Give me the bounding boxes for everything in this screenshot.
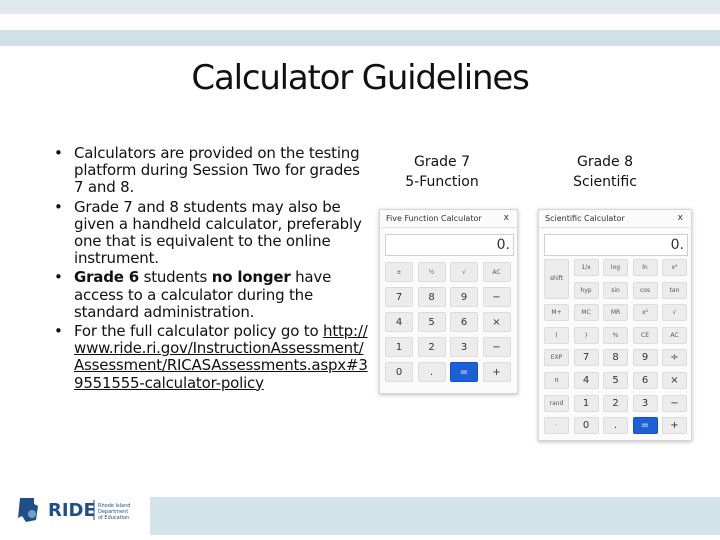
calculator-key[interactable]: sin bbox=[603, 282, 628, 299]
bullet-item bbox=[52, 199, 370, 268]
logo-wordmark: RIDE bbox=[48, 500, 96, 521]
calculator-key[interactable]: MC bbox=[574, 304, 599, 321]
bullet-text: Grade 7 and 8 students may also be given a handheld calculator, preferably one that is equivalent to the online instrument. bbox=[74, 197, 362, 268]
calculator-key[interactable]: ln bbox=[633, 259, 658, 276]
calculator-key[interactable]: √ bbox=[662, 304, 687, 321]
calculator-key[interactable]: 5 bbox=[418, 312, 446, 332]
calculator-key[interactable]: . bbox=[603, 417, 628, 434]
calculator-key[interactable]: 7 bbox=[574, 349, 599, 366]
calculator-key[interactable]: 7 bbox=[385, 287, 413, 307]
calculator-key[interactable]: CE bbox=[633, 327, 658, 344]
svg-text:Rhode Island: Rhode Island bbox=[98, 503, 131, 509]
top-band-secondary bbox=[0, 30, 720, 46]
calculator-key[interactable]: 8 bbox=[603, 349, 628, 366]
calculator-key[interactable]: − bbox=[662, 395, 687, 412]
bullet-text: students bbox=[139, 268, 212, 287]
calculator-key[interactable]: 3 bbox=[633, 395, 658, 412]
calculator-display: 0. bbox=[544, 234, 688, 256]
calculator-key[interactable]: shift bbox=[544, 259, 569, 299]
calculator-key[interactable]: − bbox=[483, 287, 511, 307]
bullet-bold-no-longer: no longer bbox=[211, 268, 291, 287]
calculator-key[interactable]: 6 bbox=[633, 372, 658, 389]
calculator-title: Scientific Calculator bbox=[545, 214, 625, 223]
grade8-title: Grade 8 bbox=[576, 154, 634, 170]
calculator-key[interactable]: · bbox=[544, 417, 569, 434]
svg-text:Department: Department bbox=[98, 509, 129, 515]
bullet-dot: • bbox=[54, 268, 63, 287]
calculator-key[interactable]: ÷ bbox=[662, 349, 687, 366]
top-band bbox=[0, 0, 720, 14]
bullet-text: Calculators are provided on the testing platform during Session Two for grades 7 and 8. bbox=[74, 144, 360, 197]
calculator-key[interactable]: 2 bbox=[418, 337, 446, 357]
ride-logo bbox=[12, 494, 148, 526]
grade7-label bbox=[392, 152, 492, 192]
close-icon[interactable]: x bbox=[503, 213, 509, 223]
calculator-key[interactable]: 4 bbox=[385, 312, 413, 332]
calculator-key[interactable]: 9 bbox=[633, 349, 658, 366]
calculator-key[interactable]: √ bbox=[450, 262, 478, 282]
calculator-title: Five Function Calculator bbox=[386, 214, 482, 223]
bullet-dot: • bbox=[54, 144, 63, 162]
calculator-key[interactable]: = bbox=[633, 417, 658, 434]
calculator-key[interactable]: 1 bbox=[574, 395, 599, 412]
bullet-dot: • bbox=[54, 322, 63, 341]
bullet-item bbox=[52, 323, 370, 392]
calculator-titlebar bbox=[380, 210, 517, 228]
calculator-key[interactable]: − bbox=[483, 337, 511, 357]
calculator-key[interactable]: 2 bbox=[603, 395, 628, 412]
five-function-calculator bbox=[379, 209, 518, 394]
bullet-list bbox=[52, 145, 370, 394]
svg-text:of Education: of Education bbox=[98, 515, 130, 521]
calculator-key[interactable]: log bbox=[603, 259, 628, 276]
calculator-key[interactable]: 5 bbox=[603, 372, 628, 389]
footer-bar bbox=[150, 497, 720, 535]
slide-title: Calculator Guidelines bbox=[191, 58, 529, 98]
calculator-key[interactable]: × bbox=[662, 372, 687, 389]
bullet-dot: • bbox=[54, 197, 63, 216]
calculator-key[interactable]: hyp bbox=[574, 282, 599, 299]
calculator-key[interactable]: = bbox=[450, 362, 478, 382]
page-number: 29 bbox=[648, 480, 662, 491]
calculator-key[interactable]: EXP bbox=[544, 349, 569, 366]
calculator-key[interactable]: ( bbox=[544, 327, 569, 344]
calculator-policy-link[interactable]: http://www.ride.ri.gov/InstructionAssessment/Assessment/RICASAssessments.aspx#39551555-calculator-policy bbox=[74, 322, 368, 392]
calculator-key[interactable]: ½ bbox=[418, 262, 446, 282]
calculator-key[interactable]: % bbox=[603, 327, 628, 344]
bullet-bold-grade: Grade 6 bbox=[74, 268, 140, 287]
grade8-label bbox=[555, 152, 655, 192]
calculator-display: 0. bbox=[385, 234, 514, 256]
calculator-key[interactable]: x² bbox=[662, 259, 687, 276]
calculator-key[interactable]: 9 bbox=[450, 287, 478, 307]
calculator-key[interactable]: + bbox=[483, 362, 511, 382]
calculator-key[interactable]: ± bbox=[385, 262, 413, 282]
calculator-key[interactable]: 8 bbox=[418, 287, 446, 307]
calculator-key[interactable]: rand bbox=[544, 395, 569, 412]
calculator-key[interactable]: tan bbox=[662, 282, 687, 299]
scientific-calculator bbox=[538, 209, 692, 441]
calculator-titlebar bbox=[539, 210, 691, 228]
calculator-key[interactable]: MR bbox=[603, 304, 628, 321]
grade8-subtitle: Scientific bbox=[573, 174, 637, 190]
calculator-key[interactable]: AC bbox=[483, 262, 511, 282]
grade7-title: Grade 7 bbox=[413, 154, 471, 170]
calculator-key[interactable]: x² bbox=[633, 304, 658, 321]
calculator-key[interactable]: + bbox=[662, 417, 687, 434]
calculator-key[interactable]: 3 bbox=[450, 337, 478, 357]
calculator-key[interactable]: M+ bbox=[544, 304, 569, 321]
calculator-key[interactable]: 0 bbox=[574, 417, 599, 434]
calculator-key[interactable]: . bbox=[418, 362, 446, 382]
close-icon[interactable]: x bbox=[677, 213, 683, 223]
grade7-subtitle: 5-Function bbox=[405, 174, 479, 190]
calculator-key[interactable]: π bbox=[544, 372, 569, 389]
bullet-text: have access to a calculator during the standard administration. bbox=[74, 268, 332, 321]
calculator-key[interactable]: ) bbox=[574, 327, 599, 344]
calculator-key[interactable]: 6 bbox=[450, 312, 478, 332]
calculator-key[interactable]: AC bbox=[662, 327, 687, 344]
calculator-key[interactable]: 0 bbox=[385, 362, 413, 382]
calculator-key[interactable]: cos bbox=[633, 282, 658, 299]
bullet-item bbox=[52, 145, 370, 197]
calculator-key[interactable]: 4 bbox=[574, 372, 599, 389]
bullet-item bbox=[52, 269, 370, 321]
calculator-key[interactable]: 1 bbox=[385, 337, 413, 357]
calculator-key[interactable]: 1/x bbox=[574, 259, 599, 276]
bullet-text: For the full calculator policy go to bbox=[74, 322, 324, 341]
calculator-key[interactable]: × bbox=[483, 312, 511, 332]
